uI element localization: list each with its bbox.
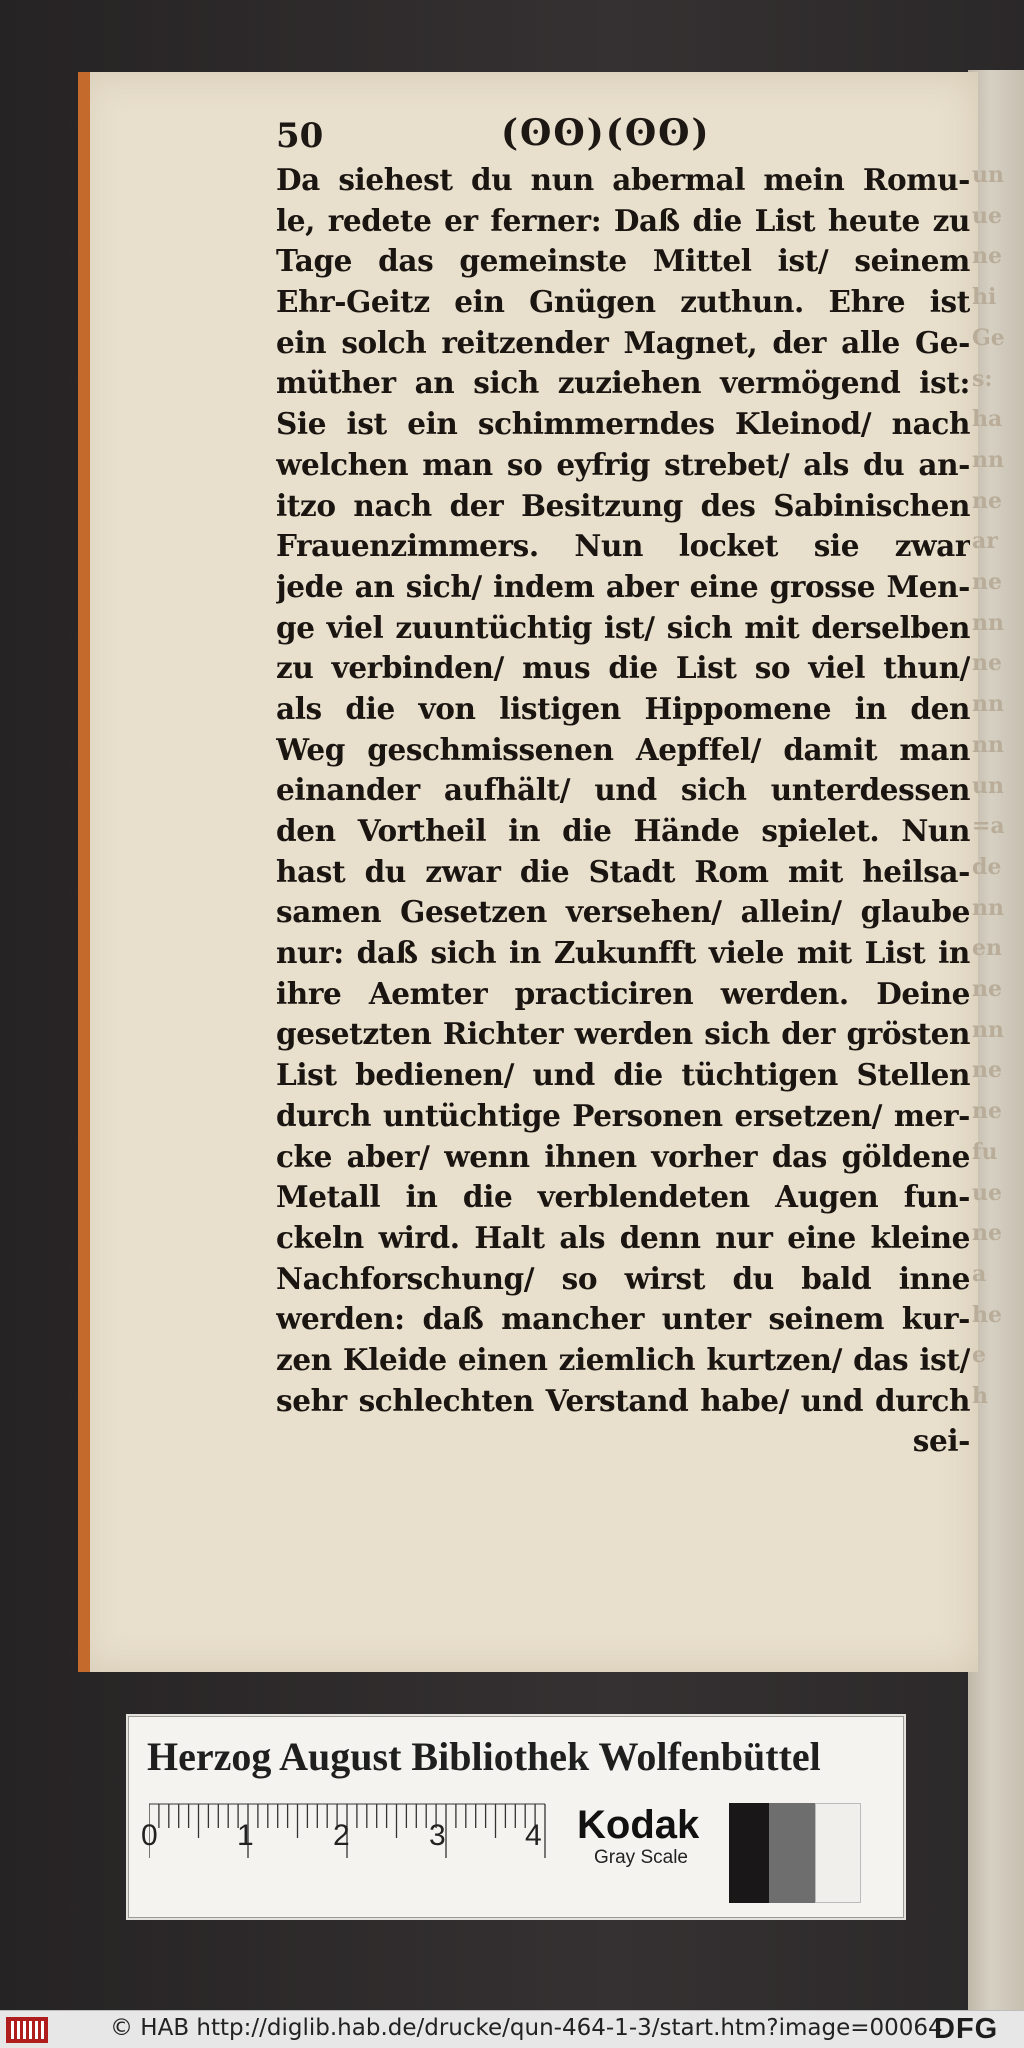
text-line: Metall in die verblendeten Augen fun- xyxy=(276,1179,970,1215)
bleed-fragment: ne xyxy=(972,1098,1002,1125)
text-line: Nachforschung/ so wirst du bald inne xyxy=(276,1260,970,1296)
bleed-fragment: he xyxy=(972,1301,1002,1328)
bleed-fragment: nn xyxy=(972,691,1004,718)
bleed-fragment: nn xyxy=(972,731,1004,758)
text-line: samen Gesetzen versehen/ allein/ glaube xyxy=(276,894,970,930)
text-line: Frauenzimmers. Nun locket sie zwar xyxy=(276,528,970,564)
bleed-fragment: nn xyxy=(972,609,1004,636)
bleed-fragment: un xyxy=(972,772,1004,799)
bleed-fragment: ha xyxy=(972,406,1003,433)
page-number: 50 xyxy=(276,116,324,156)
text-line: durch untüchtige Personen ersetzen/ mer- xyxy=(276,1097,970,1133)
text-line: hast du zwar die Stadt Rom mit heilsa- xyxy=(276,853,970,889)
bleed-fragment: h xyxy=(972,1383,988,1409)
bleed-fragment: ue xyxy=(972,202,1002,229)
text-line: den Vortheil in die Hände spielet. Nun xyxy=(276,813,970,848)
text-line: zen Kleide einen ziemlich kurtzen/ das ist/ xyxy=(276,1341,970,1377)
bleed-fragment: ne xyxy=(972,650,1002,677)
text-line: werden: daß mancher unter seinem kur- xyxy=(276,1301,970,1337)
ruler-number: 3 xyxy=(429,1819,446,1852)
text-line: ihre Aemter practiciren werden. Deine xyxy=(276,975,970,1011)
bleed-fragment: fu xyxy=(972,1138,998,1165)
bleed-fragment: ue xyxy=(972,1179,1002,1206)
viewer-footer xyxy=(0,2010,1024,2048)
text-line: Ehr-Geitz ein Gnügen zuthun. Ehre ist xyxy=(276,284,970,320)
text-line: sehr schlechten Verstand habe/ und durch xyxy=(276,1382,970,1418)
text-line: welchen man so eyfrig strebet/ als du an- xyxy=(276,446,970,482)
ruler-number: 4 xyxy=(525,1819,542,1852)
bleed-fragment: ar xyxy=(972,528,998,555)
bleed-fragment: e xyxy=(972,1342,986,1369)
bleed-fragment: ne xyxy=(972,1057,1002,1084)
text-line: List bedienen/ und die tüchtigen Stellen xyxy=(276,1057,970,1093)
text-line: cke aber/ wenn ihnen vorher das göldene xyxy=(276,1138,970,1174)
dfg-logo: DFG xyxy=(934,2013,999,2045)
bleed-fragment: nn xyxy=(972,446,1004,473)
bleed-fragment: nn xyxy=(972,894,1004,921)
gray-patch-mid xyxy=(769,1803,815,1903)
body-text xyxy=(276,160,970,1462)
page-edge-colored xyxy=(78,72,90,1672)
text-line: ge viel zuuntüchtig ist/ sich mit derselben xyxy=(276,609,970,645)
hab-logo-icon xyxy=(6,2017,48,2043)
text-line: ckeln wird. Halt als denn nur eine kleine xyxy=(276,1219,970,1255)
bleed-fragment: ne xyxy=(972,243,1002,270)
bleed-fragment: ne xyxy=(972,976,1002,1002)
bleed-fragment: nn xyxy=(972,1016,1004,1043)
gray-patch-light xyxy=(815,1803,861,1903)
ruler-number: 1 xyxy=(237,1819,254,1852)
gray-patch-dark xyxy=(729,1803,769,1903)
page-header xyxy=(276,112,976,162)
bleed-fragment: =a xyxy=(972,813,1005,840)
text-line: Da siehest du nun abermal mein Romu- xyxy=(276,162,970,197)
brand-label: Kodak xyxy=(577,1803,700,1847)
bleed-through-column xyxy=(966,150,1024,1450)
text-line: müther an sich zuziehen vermögend ist: xyxy=(276,365,970,401)
text-line: le, redete er ferner: Daß die List heute zu xyxy=(276,202,970,238)
bleed-fragment: a xyxy=(972,1260,987,1287)
text-line: jede an sich/ indem aber eine grosse Men- xyxy=(276,568,970,604)
color-target-card xyxy=(128,1716,904,1918)
bleed-fragment: ne xyxy=(972,569,1002,595)
bleed-fragment: de xyxy=(972,853,1002,880)
text-line: itzo nach der Besitzung des Sabinischen xyxy=(276,487,970,523)
text-line: gesetzten Richter werden sich der grösten xyxy=(276,1016,970,1052)
text-line: nur: daß sich in Zukunfft viele mit List in xyxy=(276,935,970,971)
source-link[interactable]: © HAB http://diglib.hab.de/drucke/qun-464-1-3/start.htm?image=00064 xyxy=(110,2015,943,2041)
catchword: sei- xyxy=(912,1423,970,1459)
text-line: Weg geschmissenen Aepffel/ damit man xyxy=(276,731,970,767)
bleed-fragment: ne xyxy=(972,1220,1002,1247)
library-name: Herzog August Bibliothek Wolfenbüttel xyxy=(147,1734,821,1779)
text-line: einander aufhält/ und sich unterdessen xyxy=(276,772,970,808)
text-line: als die von listigen Hippomene in den xyxy=(276,690,970,726)
ruler-number: 2 xyxy=(333,1819,350,1852)
bleed-fragment: un xyxy=(972,162,1004,188)
text-line: Sie ist ein schimmerndes Kleinod/ nach xyxy=(276,406,970,442)
text-line: zu verbinden/ mus die List so viel thun/ xyxy=(276,650,970,686)
bleed-fragment: hi xyxy=(972,284,997,311)
text-line: ein solch reitzender Magnet, der alle Ge- xyxy=(276,324,970,360)
bleed-fragment: Ge xyxy=(972,324,1005,351)
header-ornament: (ʘʘ)(ʘʘ) xyxy=(501,112,711,154)
bleed-fragment: en xyxy=(972,935,1002,962)
grayscale-label: Gray Scale xyxy=(594,1847,688,1868)
text-line: Tage das gemeinste Mittel ist/ seinem xyxy=(276,243,970,279)
bleed-fragment: s: xyxy=(972,365,993,392)
ruler-number: 0 xyxy=(141,1819,158,1852)
bleed-fragment: ne xyxy=(972,487,1002,514)
